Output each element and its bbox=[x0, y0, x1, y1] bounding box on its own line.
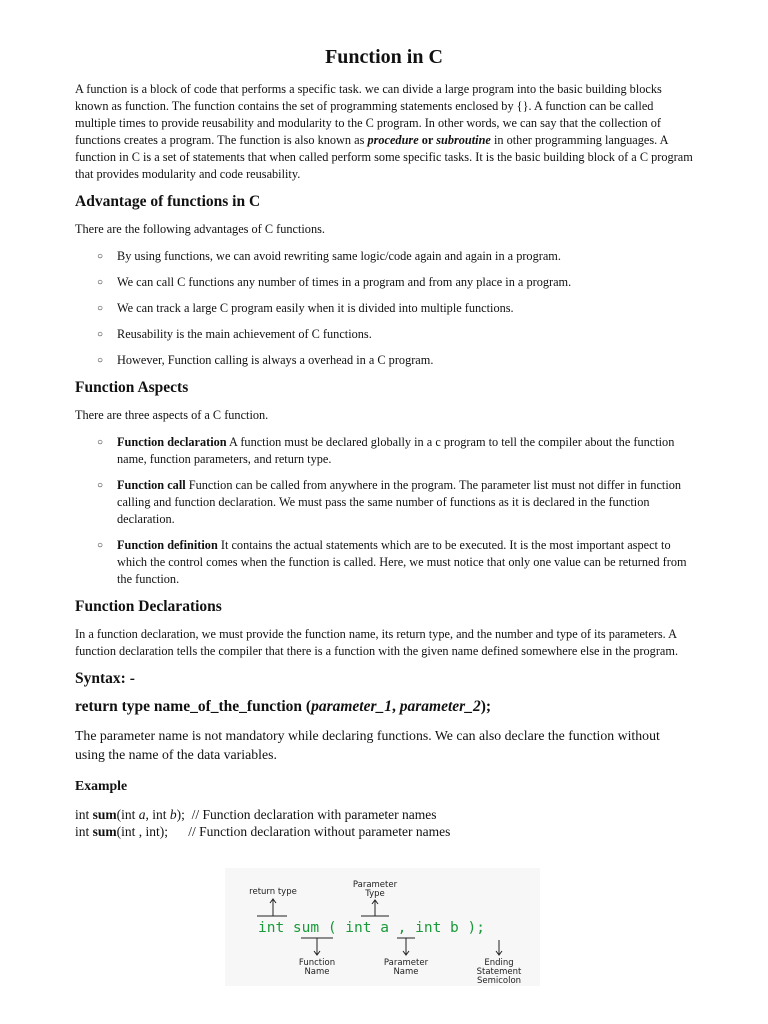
syntax-line bbox=[75, 698, 693, 716]
function-declaration-diagram bbox=[225, 868, 540, 986]
example-code-line-2 bbox=[75, 823, 693, 840]
code-token: a bbox=[138, 807, 146, 822]
circle-bullet-icon: ○ bbox=[97, 277, 104, 288]
advantages-list bbox=[75, 248, 693, 369]
label-return-type: return type bbox=[249, 887, 297, 897]
list-item-text: We can track a large C program easily when it is divided into multiple functions. bbox=[117, 301, 514, 315]
document-page bbox=[75, 40, 693, 840]
circle-bullet-icon: ○ bbox=[97, 251, 104, 262]
circle-bullet-icon: ○ bbox=[97, 355, 104, 366]
aspect-text: A function must be declared globally in a c program to tell the compiler about the function name, function parameters, and return type. bbox=[117, 435, 675, 466]
param-note-paragraph: The parameter name is not mandatory while declaring functions. We can also declare the function without using the name of the data variables. bbox=[75, 728, 660, 762]
circle-bullet-icon: ○ bbox=[97, 303, 104, 314]
label-ending-2: Statement bbox=[476, 967, 522, 977]
code-token: (int , int); // Function declaration without parameter names bbox=[116, 824, 451, 839]
advantages-lead: There are the following advantages of C functions. bbox=[75, 222, 325, 236]
label-parameter-name-2: Name bbox=[393, 967, 419, 977]
code-token: (int bbox=[116, 807, 139, 822]
aspects-lead: There are three aspects of a C function. bbox=[75, 408, 269, 422]
syntax-heading: Syntax: - bbox=[75, 670, 135, 687]
page-title: Function in C bbox=[325, 46, 443, 68]
code-token: int bbox=[75, 807, 93, 822]
aspects-list bbox=[75, 434, 693, 588]
intro-emphasis-procedure: procedure bbox=[367, 133, 419, 147]
aspect-term: Function definition bbox=[117, 538, 218, 552]
example-heading: Example bbox=[75, 778, 128, 793]
advantages-heading: Advantage of functions in C bbox=[75, 193, 261, 210]
label-parameter-type-2: Type bbox=[365, 889, 385, 899]
list-item bbox=[75, 326, 693, 343]
list-item bbox=[75, 274, 693, 291]
code-token: sum bbox=[92, 824, 117, 839]
list-item bbox=[75, 352, 693, 369]
aspect-term: Function call bbox=[117, 478, 186, 492]
label-ending-1: Ending bbox=[484, 958, 514, 968]
aspect-text: Function can be called from anywhere in the program. The parameter list must not differ in function calling and function declaration. We must pass the same number of functions as it is declared in the function declaration. bbox=[117, 478, 682, 526]
circle-bullet-icon: ○ bbox=[97, 437, 104, 448]
list-item-text: By using functions, we can avoid rewriting same logic/code again and again in a program. bbox=[117, 249, 561, 263]
list-item-text: Reusability is the main achievement of C functions. bbox=[117, 327, 372, 341]
label-function-name-1: Function bbox=[298, 958, 336, 968]
syntax-comma: , bbox=[392, 698, 400, 715]
diagram-code-text: int sum ( int a , int b ); bbox=[258, 920, 485, 936]
code-token: int bbox=[75, 824, 93, 839]
label-function-name-2: Name bbox=[304, 967, 330, 977]
declarations-heading: Function Declarations bbox=[75, 598, 222, 615]
code-token: b bbox=[169, 807, 177, 822]
code-token: sum bbox=[92, 807, 117, 822]
intro-text-1: A function is a block of code that performs a specific task. we can divide a large program into the basic building blocks known as function. The function contains the set of programming statements enclosed by {}. A function can be called multiple times to provide reusability and modularity to the C program. In other words, we can say that the collection of functions creates a program. The function is also known as bbox=[75, 82, 662, 147]
syntax-param-1: parameter_1 bbox=[311, 698, 393, 715]
list-item bbox=[75, 248, 693, 265]
syntax-prefix: return type name_of_the_function ( bbox=[75, 698, 312, 715]
intro-or: or bbox=[418, 133, 437, 147]
aspect-term: Function declaration bbox=[117, 435, 227, 449]
diagram-svg bbox=[225, 868, 540, 986]
list-item bbox=[75, 537, 693, 588]
intro-paragraph bbox=[75, 81, 693, 183]
aspect-text: It contains the actual statements which are to be executed. It is the most important aspect to which the control comes when the function is called. Here, we must notice that only one value can be returned from the function. bbox=[117, 538, 687, 586]
code-token: ); // Function declaration with parameter names bbox=[176, 807, 437, 822]
list-item-text: However, Function calling is always a overhead in a C program. bbox=[117, 353, 434, 367]
list-item bbox=[75, 300, 693, 317]
declarations-paragraph: In a function declaration, we must provide the function name, its return type, and the number and type of its parameters. A function declaration tells the compiler that there is a function with the given name defined somewhere else in the program. bbox=[75, 627, 679, 658]
syntax-suffix: ); bbox=[480, 698, 492, 715]
list-item bbox=[75, 434, 693, 468]
circle-bullet-icon: ○ bbox=[97, 540, 104, 551]
label-parameter-name-1: Parameter bbox=[383, 958, 429, 968]
syntax-param-2: parameter_2 bbox=[399, 698, 481, 715]
list-item bbox=[75, 477, 693, 528]
code-token: , int bbox=[145, 807, 170, 822]
label-ending-3: Semicolon bbox=[476, 976, 522, 986]
list-item-text: We can call C functions any number of times in a program and from any place in a program. bbox=[117, 275, 572, 289]
intro-emphasis-subroutine: subroutine bbox=[436, 133, 491, 147]
circle-bullet-icon: ○ bbox=[97, 480, 104, 491]
example-code-line-1 bbox=[75, 806, 693, 823]
aspects-heading: Function Aspects bbox=[75, 379, 189, 396]
label-parameter-type-1: Parameter bbox=[352, 880, 398, 890]
intro-text-2: in other programming languages. A function in C is a set of statements that when called perform some specific tasks. It is the basic building block of a C program that provides modularity and code reusability. bbox=[75, 133, 693, 181]
circle-bullet-icon: ○ bbox=[97, 329, 104, 340]
